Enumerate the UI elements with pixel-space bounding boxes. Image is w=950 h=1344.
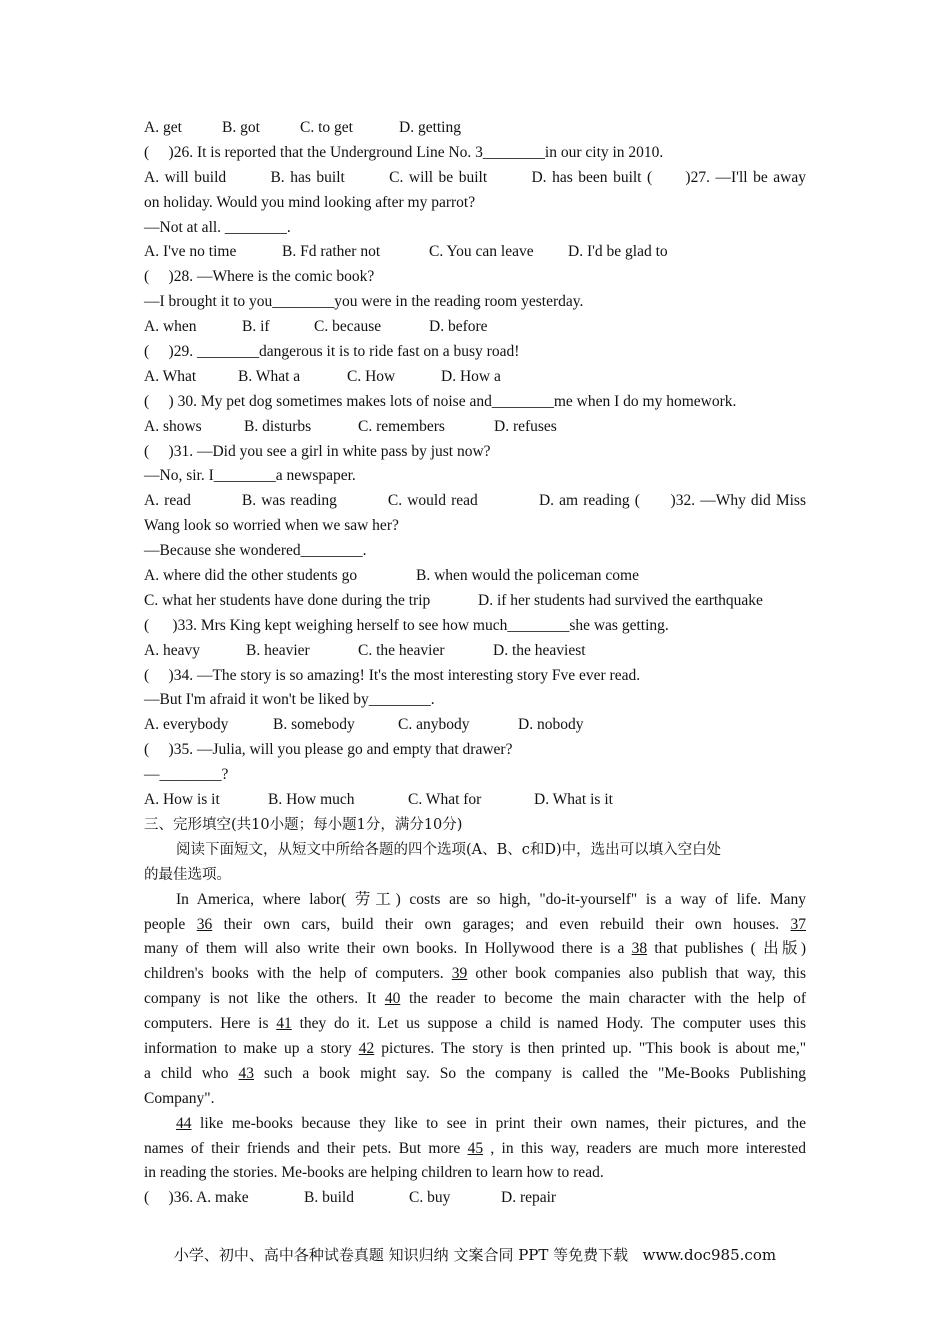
option: B. disturbs [244,417,312,435]
question-31: ( )31. —Did you see a girl in white pass by just now? [144,442,491,460]
option: A. How is it [144,791,220,809]
option: C. What for [408,791,482,809]
page-footer: 小学、初中、高中各种试卷真题 知识归纳 文案合同 PPT 等免费下载 www.doc985.com [173,1246,777,1264]
option: D. nobody [518,716,584,734]
blank-number: 40 [384,990,401,1008]
q31-reply: —No, sir. I________a newspaper. [144,467,356,485]
section-3-instruction-cont: 的最佳选项。 [144,866,231,883]
option: D. if her students had survived the earthquake [478,591,763,609]
option: A. where did the other students go [144,567,358,585]
option: D. refuses [494,417,557,435]
passage-line: In America, where labor( 劳工) costs are so high, "do-it-yourself" is a way of life. Many [176,890,806,908]
option: A. shows [144,417,202,435]
option: B. What a [238,367,301,385]
option: D. How a [441,367,501,385]
option: C. what her students have done during the trip [144,591,431,609]
blank-number: 39 [451,965,468,983]
question-28: ( )28. —Where is the comic book? [144,268,375,286]
blank-number: 45 [467,1139,484,1157]
passage-line: names of their friends and their pets. But more 45 , in this way, readers are much more interested [144,1139,806,1157]
question-30: ( ) 30. My pet dog sometimes makes lots of noise and________me when I do my homework. [144,392,737,410]
passage-line: company is not like the others. It 40 the reader to become the main character with the help of [144,990,806,1008]
q30-options [144,415,806,440]
option: B. if [242,318,270,336]
option: B. somebody [273,716,355,734]
blank-number: 42 [358,1039,375,1057]
q32-reply: —Because she wondered________. [144,542,367,560]
blank-number: 44 [176,1114,192,1132]
option: A. heavy [144,641,200,659]
option: A. everybody [144,716,229,734]
q35-reply: —________? [144,766,229,784]
passage-line: information to make up a story 42 pictures. The story is then printed up. "This book is about me," [144,1039,806,1057]
q27-continuation: on holiday. Would you mind looking after my parrot? [144,193,476,211]
blank-number: 36 [196,915,213,933]
passage-line: many of them will also write their own books. In Hollywood there is a 38 that publishes ( 出版) [144,940,806,958]
option: D. What is it [534,791,613,809]
passage-line: computers. Here is 41 they do it. Let us suppose a child is named Hody. The computer uses this [144,1015,806,1033]
question-36 [144,1186,806,1211]
option: C. remembers [358,417,445,435]
passage-line: 44 like me-books because they like to see in print their own names, their pictures, and the [176,1114,806,1132]
q27-reply: —Not at all. ________. [144,218,291,236]
q27-options [144,240,806,265]
question-33: ( )33. Mrs King kept weighing herself to see how much________she was getting. [144,616,669,634]
exam-page [144,116,806,1211]
q34-options [144,713,806,738]
option: C. the heavier [358,641,445,659]
option: C. to get [300,119,353,136]
blank-number: 43 [238,1064,254,1082]
option: D. getting [399,119,461,136]
passage-line: in reading the stories. Me-books are helping children to learn how to read. [144,1164,604,1182]
option: C. How [347,367,396,385]
q29-options [144,365,806,390]
passage-line: children's books with the help of computers. 39 other book companies also publish that way, this [144,965,806,983]
q33-options [144,639,806,664]
option: A. get [144,119,182,136]
option: D. the heaviest [493,641,586,659]
question-29: ( )29. ________dangerous it is to ride fast on a busy road! [144,343,520,361]
q26-options-q27: A. will build B. has built C. will be built D. has been built ( )27. —I'll be away [144,168,806,186]
q31-options-q32: A. read B. was reading C. would read D. am reading ( )32. —Why did Miss [144,492,806,510]
question-35: ( )35. —Julia, will you please go and empty that drawer? [144,741,513,759]
q32-continuation: Wang look so worried when we saw her? [144,517,399,535]
option: B. when would the policeman come [416,567,639,585]
passage-line: people 36 their own cars, build their own garages; and even rebuild their own houses. 37 [144,915,806,933]
option: B. build [304,1189,354,1207]
q32-options-ab [144,564,806,589]
option: B. got [222,119,260,136]
option: B. heavier [246,641,310,659]
option: A. when [144,318,197,336]
passage-line: Company". [144,1089,215,1107]
option: C. anybody [398,716,470,734]
section-3-instruction: 阅读下面短文，从短文中所给各题的四个选项(A、B、c和D)中，选出可以填入空白处 [176,841,722,858]
option: C. You can leave [429,243,534,261]
blank-number: 38 [631,940,648,958]
q35-options [144,788,806,813]
question-26: ( )26. It is reported that the Underground Line No. 3________in our city in 2010. [144,143,664,161]
option: B. How much [268,791,355,809]
option: D. repair [501,1189,557,1207]
q34-reply: —But I'm afraid it won't be liked by________. [144,691,435,709]
q32-options-cd [144,589,806,614]
q28-options [144,315,806,340]
q25-options [144,116,806,141]
q36-stem: ( )36. A. make [144,1189,249,1207]
q28-reply: —I brought it to you________you were in the reading room yesterday. [144,293,584,311]
option: A. I've no time [144,243,237,261]
option: C. because [314,318,382,336]
question-34: ( )34. —The story is so amazing! It's the most interesting story Fve ever read. [144,666,641,684]
option: D. I'd be glad to [568,243,668,261]
blank-number: 41 [276,1015,292,1033]
blank-number: 37 [790,915,806,933]
option: A. What [144,367,197,385]
option: C. buy [409,1189,451,1207]
option: D. before [429,318,488,336]
section-3-title: 三、完形填空(共10小题；每小题1分，满分10分) [144,816,463,833]
option: B. Fd rather not [282,243,381,261]
passage-line: a child who 43 such a book might say. So the company is called the "Me-Books Publishing [144,1064,806,1082]
